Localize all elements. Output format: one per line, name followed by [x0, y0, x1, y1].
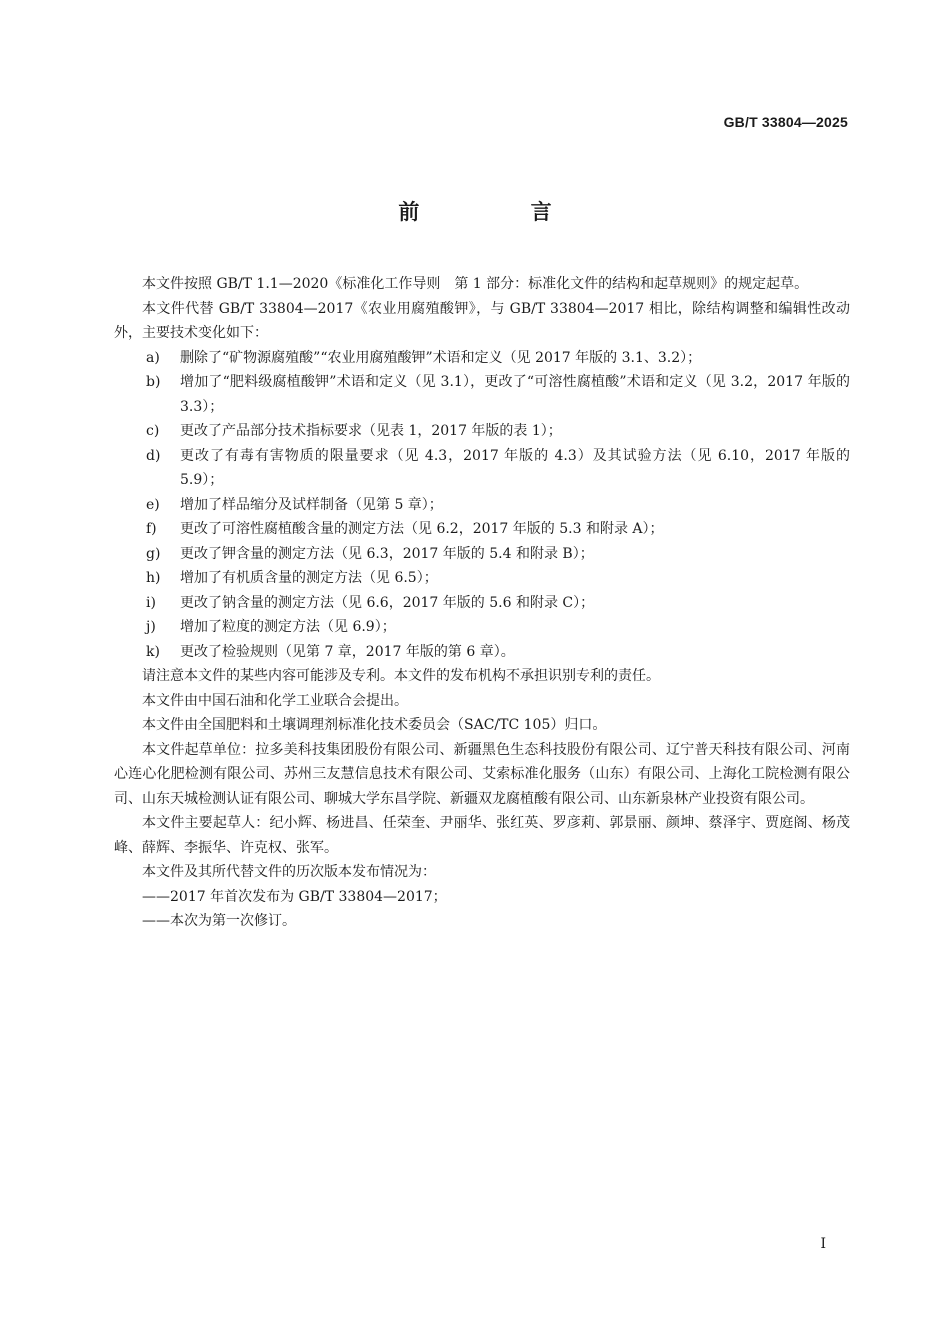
list-item	[114, 591, 850, 616]
list-item	[114, 444, 850, 493]
history-item: ——本次为第一次修订。	[142, 913, 296, 929]
list-item	[114, 346, 850, 371]
list-item	[114, 615, 850, 640]
list-item-text: 增加了粒度的测定方法（见 6.9）；	[180, 619, 396, 635]
paragraph-patent-notice: 请注意本文件的某些内容可能涉及专利。本文件的发布机构不承担识别专利的责任。	[142, 668, 660, 684]
list-marker: a)	[146, 349, 160, 366]
list-item	[114, 493, 850, 518]
list-item	[114, 370, 850, 419]
list-marker: j)	[146, 619, 156, 635]
foreword-body	[114, 272, 850, 934]
list-marker: c)	[146, 423, 160, 439]
changes-list	[114, 346, 850, 665]
list-item-text: 增加了“肥料级腐植酸钾”术语和定义（见 3.1），更改了“可溶性腐植酸”术语和定义（见 3.2，2017 年版的 3.3）；	[180, 374, 850, 415]
list-marker: e)	[146, 496, 160, 513]
history-item: ——2017 年首次发布为 GB/T 33804—2017；	[142, 888, 447, 905]
list-item	[114, 419, 850, 444]
list-item-text: 删除了“矿物源腐殖酸”“农业用腐殖酸钾”术语和定义（见 2017 年版的 3.1、3.2）；	[180, 349, 702, 366]
list-marker: f)	[146, 521, 157, 537]
list-marker: b)	[146, 374, 161, 390]
list-item	[114, 640, 850, 665]
list-item-text: 更改了有毒有害物质的限量要求（见 4.3，2017 年版的 4.3）及其试验方法（见 6.10，2017 年版的 5.9）；	[180, 447, 850, 488]
list-item-text: 更改了产品部分技术指标要求（见表 1，2017 年版的表 1）；	[180, 423, 562, 439]
list-marker: k)	[146, 643, 160, 660]
list-item-text: 更改了可溶性腐植酸含量的测定方法（见 6.2，2017 年版的 5.3 和附录 A）；	[180, 521, 664, 537]
list-item-text: 更改了检验规则（见第 7 章，2017 年版的第 6 章）。	[180, 643, 515, 660]
list-item	[114, 517, 850, 542]
paragraph-drafting-rules: 本文件按照 GB/T 1.1—2020《标准化工作导则 第 1 部分：标准化文件的结构和起草规则》的规定起草。	[142, 276, 809, 292]
paragraph-drafters: 本文件主要起草人：纪小辉、杨进昌、任荣奎、尹丽华、张红英、罗彦莉、郭景丽、颜坤、蔡泽宇、贾庭阁、杨茂峰、薛辉、李振华、许克权、张军。	[114, 815, 850, 856]
paragraph-version-history: 本文件及其所代替文件的历次版本发布情况为：	[142, 864, 436, 880]
standard-code: GB/T 33804—2025	[723, 114, 848, 130]
page-title: 前 言	[398, 200, 604, 224]
list-item-text: 更改了钾含量的测定方法（见 6.3，2017 年版的 5.4 和附录 B）；	[180, 545, 594, 562]
paragraph-committee: 本文件由全国肥料和土壤调理剂标准化技术委员会（SAC/TC 105）归口。	[142, 717, 607, 733]
list-item	[114, 542, 850, 567]
list-item-text: 增加了样品缩分及试样制备（见第 5 章）；	[180, 496, 443, 513]
list-marker: h)	[146, 570, 161, 586]
page-number: I	[820, 1236, 826, 1252]
list-marker: g)	[146, 545, 161, 562]
list-item-text: 更改了钠含量的测定方法（见 6.6，2017 年版的 5.6 和附录 C）；	[180, 594, 595, 611]
list-marker: d)	[146, 447, 161, 464]
paragraph-proposer: 本文件由中国石油和化学工业联合会提出。	[142, 692, 408, 709]
paragraph-replacement: 本文件代替 GB/T 33804—2017《农业用腐殖酸钾》，与 GB/T 33804—2017 相比，除结构调整和编辑性改动外，主要技术变化如下：	[114, 300, 850, 341]
list-item-text: 增加了有机质含量的测定方法（见 6.5）；	[180, 570, 438, 586]
paragraph-drafting-units: 本文件起草单位：拉多美科技集团股份有限公司、新疆黑色生态科技股份有限公司、辽宁普天科技有限公司、河南心连心化肥检测有限公司、苏州三友慧信息技术有限公司、艾索标准化服务（山东）有限公司、上海化工院检测有限公司、山东天城检测认证有限公司、聊城大学东昌学院、新疆双龙腐植酸有限公司、山东新泉林产业投资有限公司。	[114, 741, 850, 807]
list-item	[114, 566, 850, 591]
list-marker: i)	[146, 594, 156, 611]
